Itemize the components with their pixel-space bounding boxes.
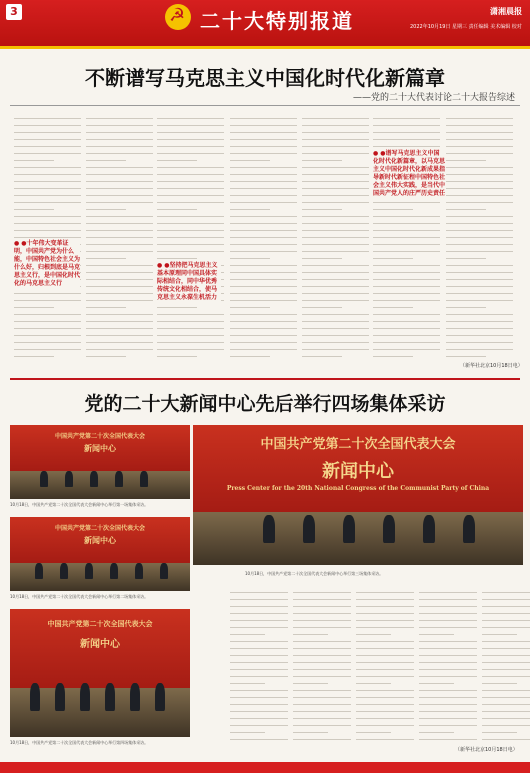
photo-banner-title: 中国共产党第二十次全国代表大会 bbox=[260, 437, 456, 452]
section-separator bbox=[10, 378, 520, 380]
text-column bbox=[356, 586, 414, 746]
photo-caption-2: 10月18日，中国共产党第二十次全国代表大会新闻中心举行第二场集体采访。 bbox=[10, 594, 149, 599]
callout-2: ● ●坚持把马克思主义基本原理同中国具体实际相结合，同中华优秀传统文化相结合，使马克思主义永葆生机活力 bbox=[157, 262, 221, 302]
photo-banner-subtitle: 新闻中心 bbox=[80, 639, 120, 650]
text-column bbox=[230, 586, 288, 746]
text-column bbox=[86, 112, 153, 360]
banner-stripe bbox=[0, 46, 530, 49]
callout-3: ● ●谱写马克思主义中国化时代化新篇章，以马克思主义中国化时代化新成果指导新时代新征程中国特色社会主义伟大实践，是当代中国共产党人的庄严历史责任 bbox=[373, 150, 445, 198]
text-column bbox=[230, 112, 297, 360]
photo-banner-title: 中国共产党第二十次全国代表大会 bbox=[54, 433, 145, 440]
press-photo-3 bbox=[10, 609, 190, 737]
article1-headline: 不断谱写马克思主义中国化时代化新篇章 bbox=[85, 66, 445, 90]
photo-banner-title: 中国共产党第二十次全国代表大会 bbox=[54, 525, 145, 532]
photo-banner-subtitle: 新闻中心 bbox=[322, 461, 394, 482]
section-header bbox=[0, 0, 530, 46]
text-column bbox=[293, 586, 351, 746]
text-column bbox=[419, 586, 477, 746]
callout-1: ● ●十年伟大变革证明，中国共产党为什么能，中国特色社会主义为什么好，归根到底是马克思主义行，是中国化时代化的马克思主义行 bbox=[14, 240, 80, 288]
photo-caption-1: 10月18日，中国共产党第二十次全国代表大会新闻中心举行第一场集体采访。 bbox=[10, 502, 149, 507]
press-photo-2 bbox=[10, 517, 190, 591]
party-emblem-icon bbox=[165, 4, 191, 30]
text-column bbox=[14, 112, 81, 360]
press-photo-main bbox=[193, 425, 523, 565]
photo-caption-main: 10月18日，中国共产党第二十次全国代表大会新闻中心举行第三场集体采访。 bbox=[245, 571, 384, 576]
photo-banner-title: 中国共产党第二十次全国代表大会 bbox=[47, 619, 153, 628]
text-column bbox=[302, 112, 369, 360]
article1-byline: （新华社北京10月18日电） bbox=[460, 363, 523, 369]
press-photo-1 bbox=[10, 425, 190, 499]
article1-subheadline: ——党的二十大代表讨论二十大报告综述 bbox=[352, 93, 515, 103]
photo-caption-3: 10月18日，中国共产党第二十次全国代表大会新闻中心举行第四场集体采访。 bbox=[10, 740, 149, 745]
section-title: 二十大特别报道 bbox=[200, 9, 354, 33]
page-number: 3 bbox=[6, 4, 22, 20]
article2-headline: 党的二十大新闻中心先后举行四场集体采访 bbox=[84, 393, 446, 415]
text-column bbox=[482, 586, 530, 746]
divider bbox=[10, 105, 520, 106]
photo-banner-subtitle: 新闻中心 bbox=[84, 443, 116, 453]
bottom-strip bbox=[0, 762, 530, 773]
article2-byline: （新华社北京10月18日电） bbox=[455, 747, 518, 753]
paper-name: 潇湘晨报 bbox=[490, 7, 522, 16]
photo-banner-english: Press Center for the 20th National Congress of the Communist Party of China bbox=[226, 485, 490, 492]
header-meta: 2022年10月19日 星期三 责任编辑 美术编辑 校对 bbox=[410, 24, 522, 30]
photo-banner-subtitle: 新闻中心 bbox=[84, 535, 116, 545]
text-column bbox=[446, 112, 513, 360]
text-column bbox=[157, 112, 224, 360]
